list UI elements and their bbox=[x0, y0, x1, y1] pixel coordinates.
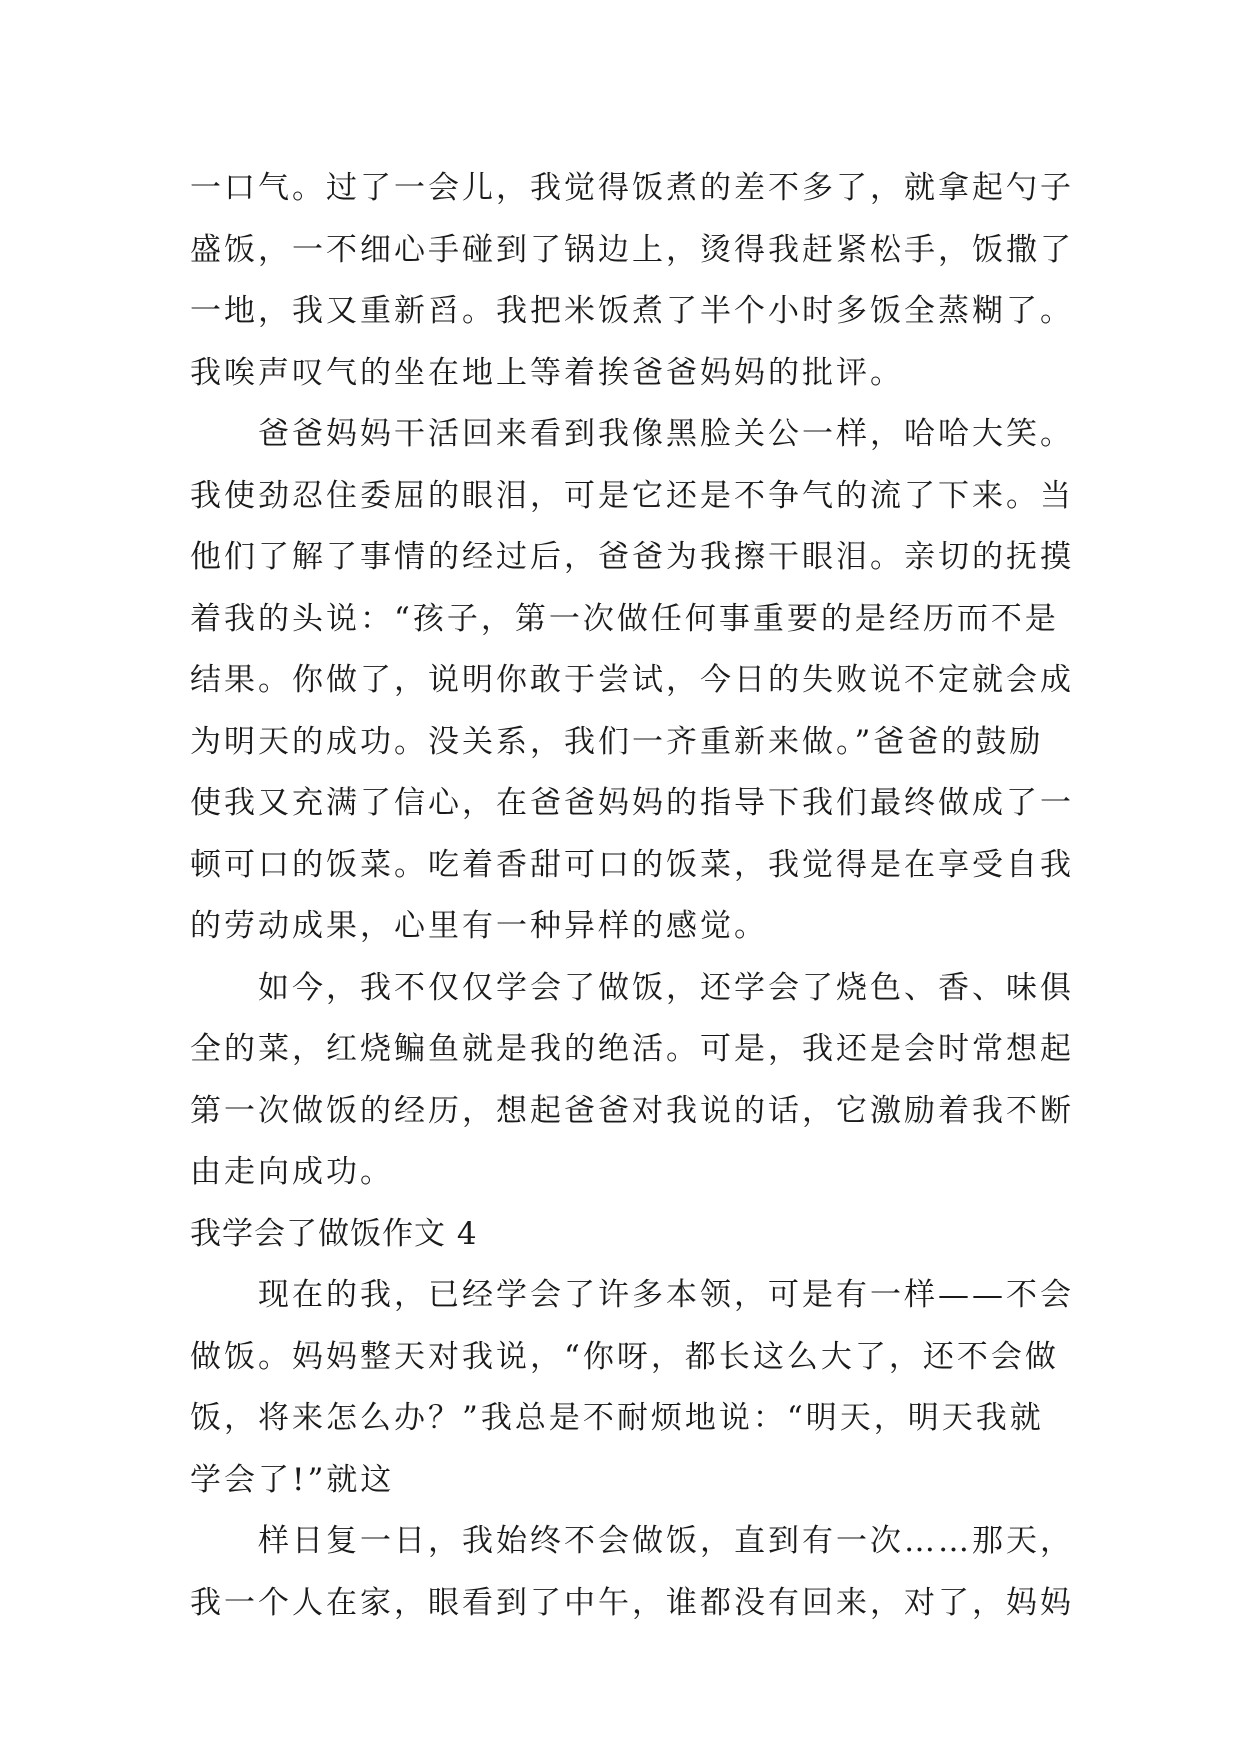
text-line: 饭，将来怎么办？”我总是不耐烦地说：“明天，明天我就 bbox=[190, 1400, 1044, 1436]
text-line: 着我的头说：“孩子，第一次做任何事重要的是经历而不是 bbox=[190, 600, 1059, 637]
text-line: 我唉声叹气的坐在地上等着挨爸爸妈妈的批评。 bbox=[190, 354, 904, 391]
text-line: 如今，我不仅仅学会了做饭，还学会了烧色、香、味俱 bbox=[258, 969, 1074, 1006]
text-line: 使我又充满了信心，在爸爸妈妈的指导下我们最终做成了一 bbox=[190, 785, 1074, 821]
text-line: 他们了解了事情的经过后，爸爸为我擦干眼泪。亲切的抚摸 bbox=[190, 539, 1074, 575]
section-heading: 我学会了做饭作文 4 bbox=[190, 1215, 478, 1252]
text-line: 爸爸妈妈干活回来看到我像黑脸关公一样，哈哈大笑。 bbox=[258, 416, 1074, 452]
text-line: 结果。你做了，说明你敢于尝试，今日的失败说不定就会成 bbox=[190, 662, 1074, 698]
text-line: 做饭。妈妈整天对我说，“你呀，都长这么大了，还不会做 bbox=[190, 1338, 1059, 1375]
text-line: 顿可口的饭菜。吃着香甜可口的饭菜，我觉得是在享受自我 bbox=[190, 846, 1074, 883]
text-line: 现在的我，已经学会了许多本领，可是有一样——不会 bbox=[258, 1277, 1074, 1313]
text-line: 样日复一日，我始终不会做饭，直到有一次……那天， bbox=[258, 1523, 1074, 1559]
text-line: 由走向成功。 bbox=[190, 1154, 394, 1190]
text-line: 为明天的成功。没关系，我们一齐重新来做。”爸爸的鼓励 bbox=[190, 723, 1044, 760]
text-line: 一地，我又重新舀。我把米饭煮了半个小时多饭全蒸糊了。 bbox=[190, 293, 1074, 329]
essay-text bbox=[190, 158, 1074, 1634]
text-line: 我使劲忍住委屈的眼泪，可是它还是不争气的流了下来。当 bbox=[190, 477, 1074, 514]
text-line: 的劳动成果，心里有一种异样的感觉。 bbox=[190, 908, 768, 944]
text-line: 全的菜，红烧鳊鱼就是我的绝活。可是，我还是会时常想起 bbox=[190, 1031, 1074, 1067]
text-line: 盛饭，一不细心手碰到了锅边上，烫得我赶紧松手，饭撒了 bbox=[190, 231, 1074, 268]
text-line: 一口气。过了一会儿，我觉得饭煮的差不多了，就拿起勺子 bbox=[190, 170, 1074, 206]
text-line: 第一次做饭的经历，想起爸爸对我说的话，它激励着我不断 bbox=[190, 1092, 1074, 1129]
text-line: 我一个人在家，眼看到了中午，谁都没有回来，对了，妈妈 bbox=[190, 1584, 1074, 1621]
text-line: 学会了!”就这 bbox=[190, 1461, 395, 1498]
